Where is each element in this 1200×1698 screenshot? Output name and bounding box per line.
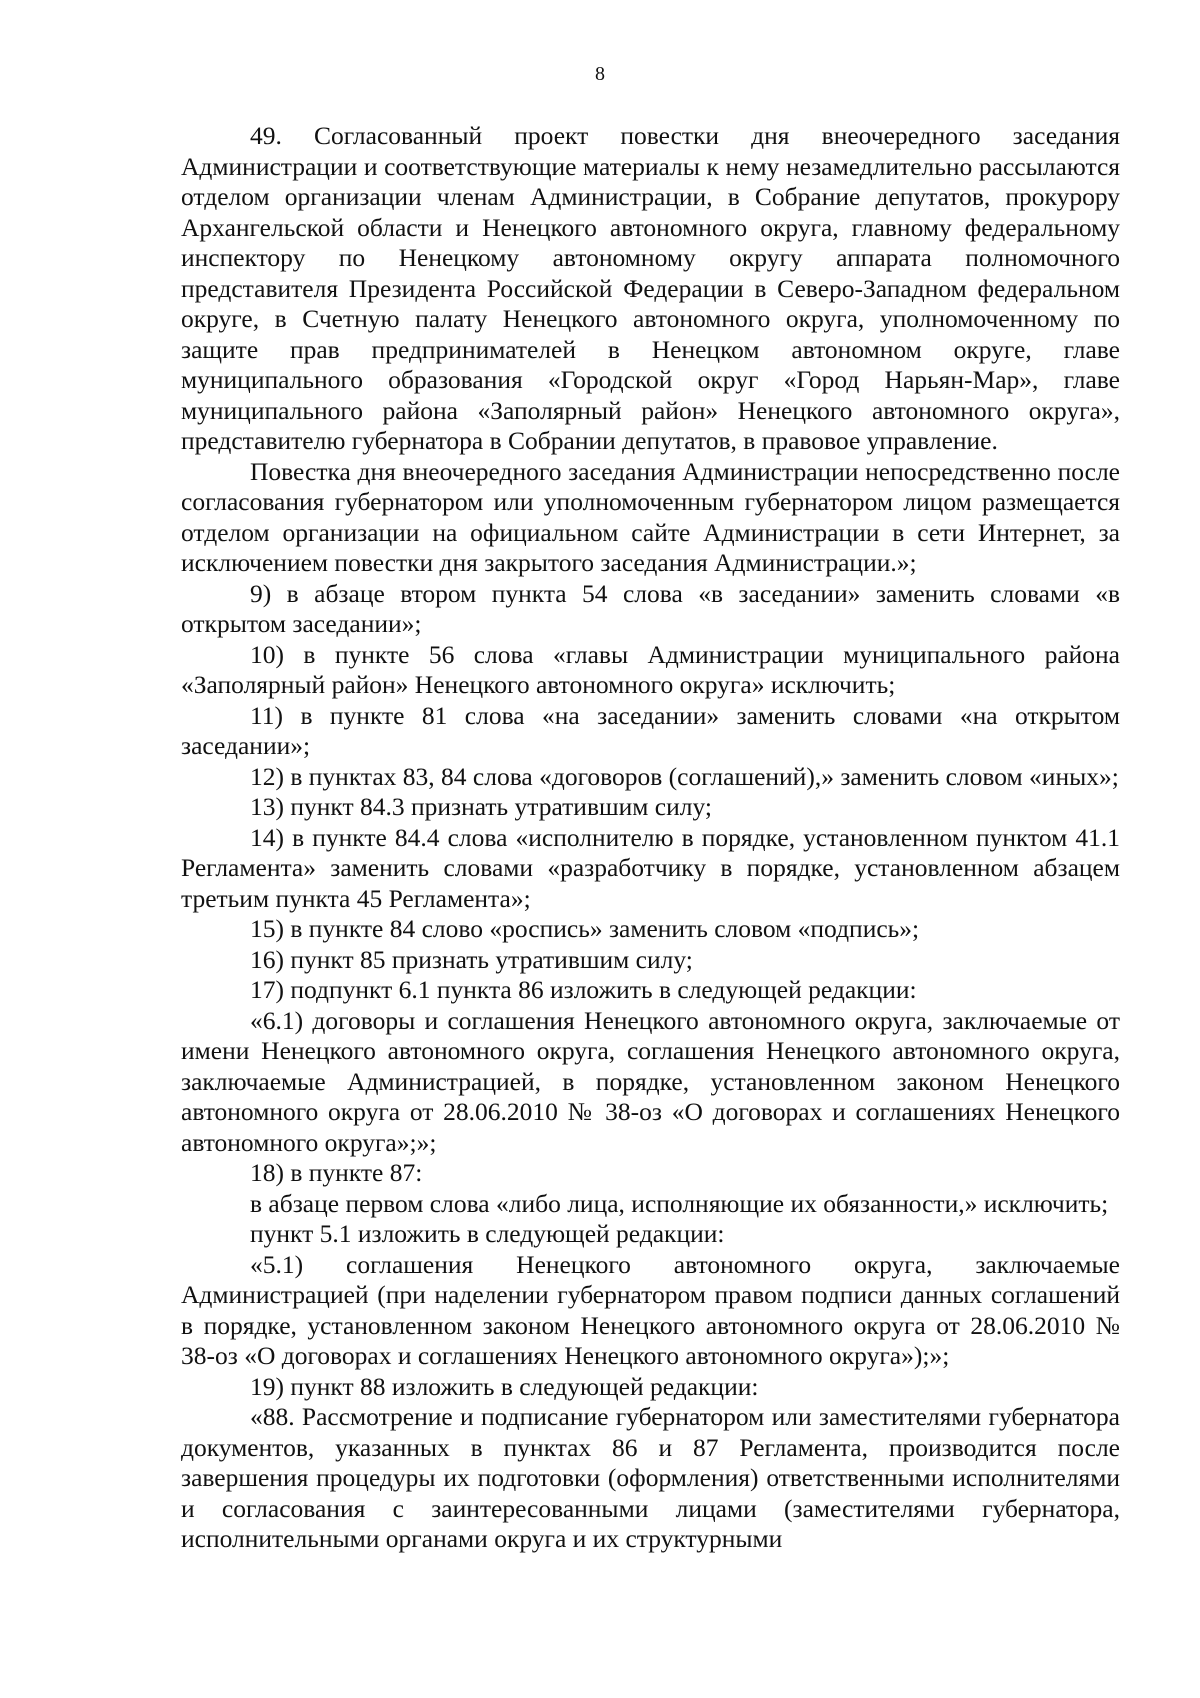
amendment-item-17: 17) подпункт 6.1 пункта 86 изложить в следующей редакции:	[250, 975, 917, 1004]
subpoint-5-1-text: «5.1) соглашения Ненецкого автономного округа, заключаемые Администрацией (при наделении губернатором правом подписи данных соглашений в порядке, установленном законом Ненецкого автономного округа от 28.06.2010 № 38-оз «О договорах и соглашениях Ненецкого автономного округа»);»;	[181, 1249, 1120, 1370]
amendment-item-19: 19) пункт 88 изложить в следующей редакции:	[250, 1371, 759, 1401]
amendment-18-first-paragraph: в абзаце первом слова «либо лица, исполняющие их обязанности,» исключить;	[250, 1188, 1109, 1218]
amendment-18-point-5-1: пункт 5.1 изложить в следующей редакции:	[250, 1219, 725, 1248]
paragraph-49: 49. Согласованный проект повестки дня внеочередного заседания Администрации и соответствующие материалы к нему незамедлительно рассылаются отделом организации членам Администрации, в Собрание депутатов, прокурору Архангельской области и Ненецкого автономного округа, главному федеральному инспектору по Ненецкому автономному округу аппарата полномочного представителя Президента Российской Федерации в Северо-Западном федеральном округе, в Счетную палату Ненецкого автономного округа, уполномоченному по защите прав предпринимателей в Ненецком автономном округе, главе муниципального образования «Городской округ «Город Нарьян-Мар», главе муниципального района «Заполярный район» Ненецкого автономного округа», представителю губернатора в Собрании депутатов, в правовое управление.	[181, 121, 1120, 455]
amendment-item-11: 11) в пункте 81 слова «на заседании» заменить словами «на открытом заседании»;	[181, 700, 1120, 760]
amendment-item-10: 10) в пункте 56 слова «главы Администрации муниципального района «Заполярный район» Ненецкого автономного округа» исключить;	[181, 639, 1120, 699]
amendment-item-13: 13) пункт 84.3 признать утратившим силу;	[250, 792, 712, 821]
document-body	[181, 121, 1120, 1555]
point-88-text: «88. Рассмотрение и подписание губернатором или заместителями губернатора документов, указанных в пунктах 86 и 87 Регламента, производится после завершения процедуры их подготовки (оформления) ответственными исполнителями и согласования с заинтересованными лицами (заместителями губернатора, исполнительными органами округа и их структурными	[181, 1402, 1120, 1553]
amendment-item-12: 12) в пунктах 83, 84 слова «договоров (соглашений),» заменить словом «иных»;	[250, 761, 1119, 791]
paragraph-agenda-publication: Повестка дня внеочередного заседания Администрации непосредственно после согласования губернатором или уполномоченным губернатором лицом размещается отделом организации на официальном сайте Администрации в сети Интернет, за исключением повестки дня закрытого заседания Администрации.»;	[181, 456, 1120, 577]
amendment-item-18: 18) в пункте 87:	[250, 1158, 423, 1187]
page-number: 8	[595, 63, 605, 85]
amendment-item-14: 14) в пункте 84.4 слова «исполнителю в порядке, установленном пунктом 41.1 Регламента» заменить словами «разработчику в порядке, установленном абзацем третьим пункта 45 Регламента»;	[181, 822, 1120, 913]
amendment-item-9: 9) в абзаце втором пункта 54 слова «в заседании» заменить словами «в открытом заседании»;	[181, 578, 1120, 638]
subpoint-6-1-text: «6.1) договоры и соглашения Ненецкого автономного округа, заключаемые от имени Ненецкого автономного округа, соглашения Ненецкого автономного округа, заключаемые Администрацией, в порядке, установленном законом Ненецкого автономного округа от 28.06.2010 № 38-оз «О договорах и соглашениях Ненецкого автономного округа»;»;	[181, 1005, 1120, 1157]
amendment-item-15: 15) в пункте 84 слово «роспись» заменить словом «подпись»;	[250, 914, 920, 943]
amendment-item-16: 16) пункт 85 признать утратившим силу;	[250, 944, 693, 974]
